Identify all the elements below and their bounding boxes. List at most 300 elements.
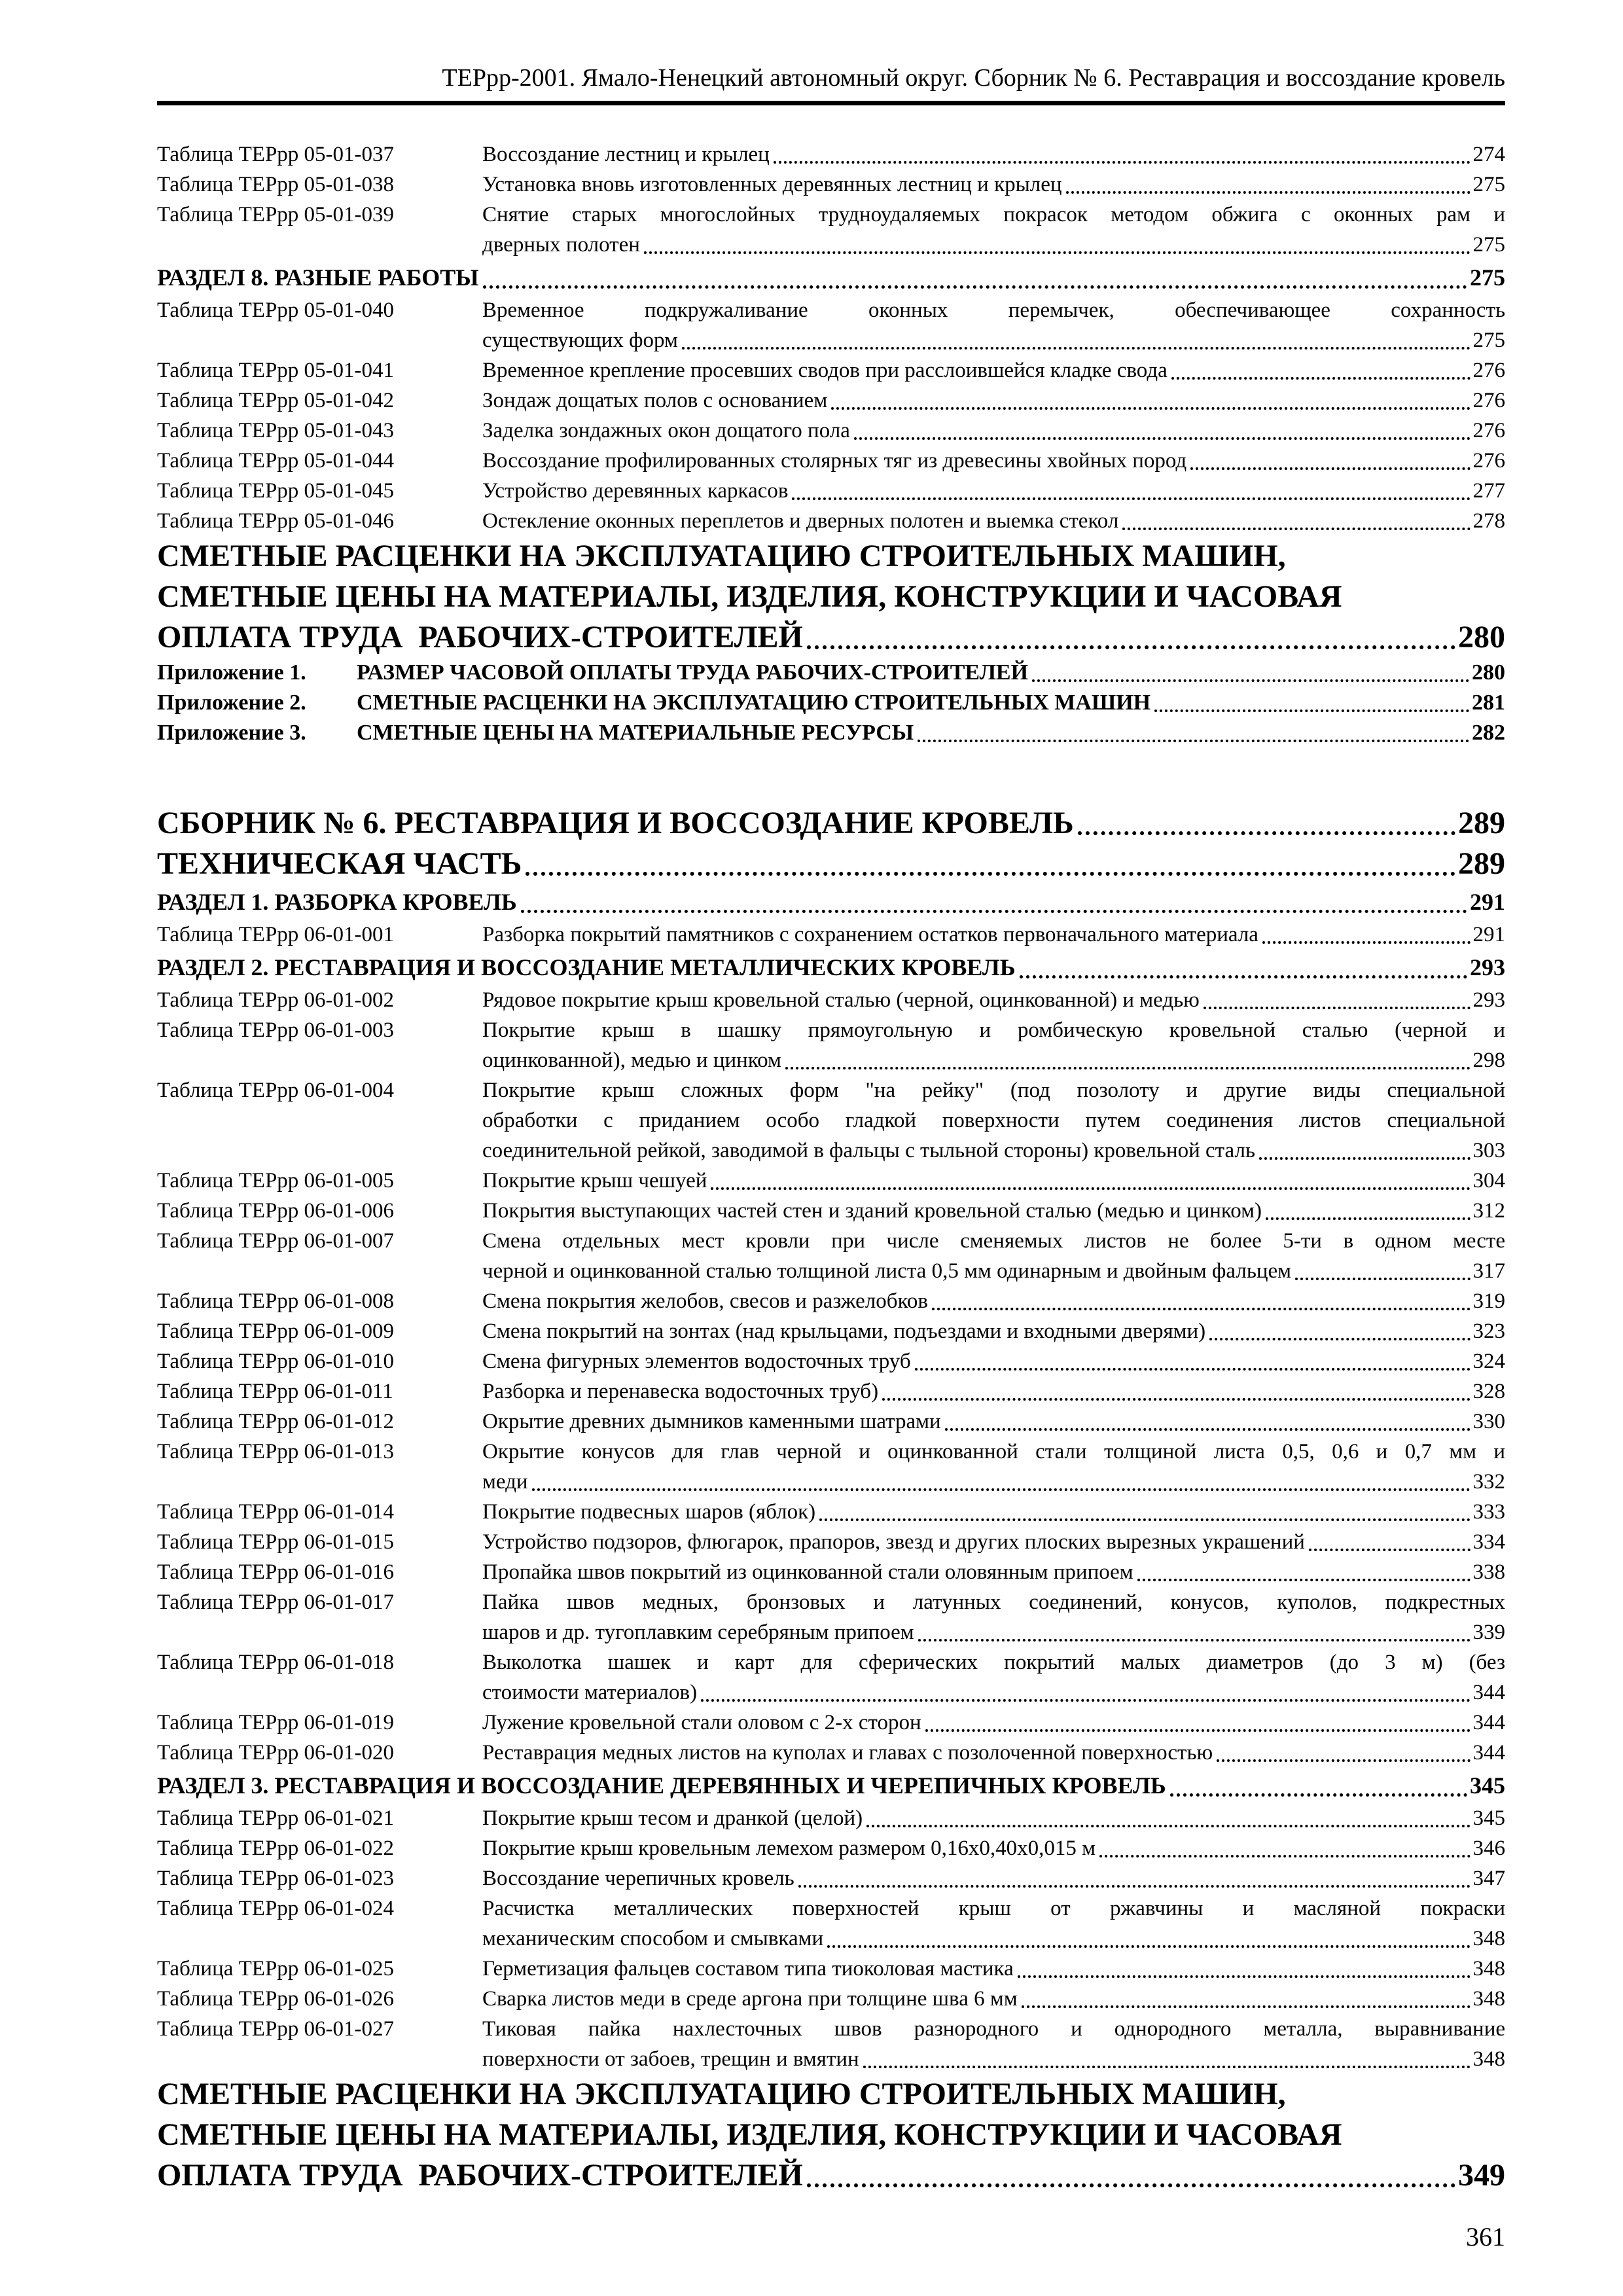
page-number-ref: 280 (1458, 620, 1505, 655)
entry-text-line: Сварка листов меди в среде аргона при толщине шва 6 мм (482, 1987, 1018, 2011)
dot-leader (678, 325, 1473, 355)
page-number-ref: 348 (1472, 2047, 1505, 2071)
entry-text-line: СМЕТНЫЕ РАСЦЕНКИ НА ЭКСПЛУАТАЦИЮ СТРОИТЕЛЬНЫХ МАШИН, (157, 2077, 1286, 2111)
entry-label: Таблица ТЕРрр 06-01-021 (157, 1806, 395, 1830)
entry-label: Таблица ТЕРрр 06-01-023 (157, 1867, 395, 1890)
page-number-ref: 274 (1472, 143, 1505, 166)
page-number-ref: 282 (1472, 721, 1505, 745)
toc-entry-row (157, 1196, 1505, 1226)
entry-last-line (482, 1833, 1505, 1863)
entry-label: Таблица ТЕРрр 06-01-017 (157, 1590, 395, 1614)
toc-entry-row (157, 295, 1505, 355)
toc-entry-row (157, 506, 1505, 536)
entry-text (482, 1647, 1505, 1708)
dot-leader (827, 386, 1472, 416)
entry-text-line: Остекление оконных переплетов и дверных полотен и выемка стекол (482, 509, 1119, 533)
dot-leader (1262, 1196, 1472, 1226)
entry-last-line (482, 416, 1505, 446)
entry-text-line: Герметизация фальцев составом типа тиоколовая мастика (482, 1957, 1014, 1981)
entry-last-line (482, 1407, 1505, 1437)
entry-last-line (482, 985, 1505, 1015)
entry-text (157, 260, 1505, 295)
toc-entry-row (157, 1863, 1505, 1893)
entry-label: Таблица ТЕРрр 06-01-018 (157, 1651, 395, 1674)
dot-leader (803, 2155, 1458, 2196)
page-number-ref: 275 (1472, 233, 1505, 257)
entry-text (482, 1893, 1505, 1954)
toc-big-row (157, 536, 1505, 658)
entry-text (157, 884, 1505, 920)
entry-last-line (482, 139, 1505, 170)
entry-label: Таблица ТЕРрр 06-01-010 (157, 1350, 395, 1373)
toc-entry-row (157, 1954, 1505, 1984)
toc-entry-row (157, 170, 1505, 200)
toc-entry-row (157, 920, 1505, 950)
entry-last-line (482, 1136, 1505, 1166)
entry-text (482, 1527, 1505, 1557)
entry-label: Таблица ТЕРрр 06-01-001 (157, 923, 395, 946)
entry-text-line: Покрытие крыш чешуей (482, 1169, 707, 1193)
dot-leader (1118, 506, 1472, 536)
entry-label: Таблица ТЕРрр 05-01-037 (157, 143, 395, 166)
toc-entry-row (157, 139, 1505, 170)
toc-entry-row (157, 1437, 1505, 1497)
dot-leader (788, 476, 1472, 506)
entry-text-line: Пайка швов медных, бронзовых и латунных соединений, конусов, куполов, подкрестных (482, 1590, 1505, 1614)
toc-entry-row (157, 1075, 1505, 1166)
page-number-ref: 348 (1472, 1957, 1505, 1981)
entry-label: Таблица ТЕРрр 06-01-019 (157, 1711, 395, 1734)
entry-last-line (482, 1346, 1505, 1376)
entry-label: Таблица ТЕРрр 06-01-012 (157, 1410, 395, 1433)
entry-last-line (157, 2155, 1505, 2196)
page-number-ref: 289 (1458, 806, 1505, 840)
entry-text-line: Устройство подзоров, флюгарок, прапоров, звезд и других плоских вырезных украшений (482, 1530, 1305, 1554)
entry-label: Таблица ТЕРрр 05-01-042 (157, 389, 395, 412)
entry-label: Таблица ТЕРрр 05-01-039 (157, 203, 395, 226)
entry-text (482, 1708, 1505, 1738)
toc-appendix-row (157, 718, 1505, 748)
page-number-ref: 348 (1472, 1927, 1505, 1950)
page-number-ref: 277 (1472, 479, 1505, 503)
entry-text-line: Временное крепление просевших сводов при расслоившейся кладке свода (482, 359, 1168, 382)
entry-text (157, 803, 1505, 844)
page-number-ref: 281 (1472, 691, 1505, 715)
entry-text-line: Расчистка металлических поверхностей крыш от ржавчины и масляной покраски (482, 1897, 1505, 1920)
entry-text-line: черной и оцинкованной сталью толщиной листа 0,5 мм одинарным и двойным фальцем (482, 1259, 1292, 1283)
page-header-title: ТЕРрр-2001. Ямало-Ненецкий автономный округ. Сборник № 6. Реставрация и воссоздание кровель (442, 64, 1505, 92)
page-number-ref: 276 (1472, 419, 1505, 442)
toc-entry-row (157, 1166, 1505, 1196)
page-number-ref: 345 (1472, 1806, 1505, 1830)
entry-last-line (482, 1196, 1505, 1226)
entry-label: Таблица ТЕРрр 06-01-026 (157, 1987, 395, 2011)
toc-entry-row (157, 1557, 1505, 1587)
dot-leader (1016, 950, 1470, 985)
entry-text-line: Покрытия выступающих частей стен и зданий кровельной сталью (медью и цинком) (482, 1199, 1262, 1223)
entry-last-line (482, 446, 1505, 476)
entry-last-line (357, 688, 1505, 718)
page-number-ref: 339 (1472, 1621, 1505, 1644)
page-number-ref: 280 (1472, 660, 1505, 685)
toc-entry-row (157, 985, 1505, 1015)
entry-last-line (482, 1497, 1505, 1527)
entry-text (482, 920, 1505, 950)
entry-last-line (482, 476, 1505, 506)
entry-label: Таблица ТЕРрр 05-01-038 (157, 173, 395, 196)
entry-text (482, 170, 1505, 200)
entry-last-line (482, 1954, 1505, 1984)
entry-text-line: шаров и др. тугоплавким серебряным припоем (482, 1621, 914, 1644)
toc-appendix-row (157, 658, 1505, 688)
entry-last-line (157, 260, 1505, 295)
entry-text-line: Покрытие подвесных шаров (яблок) (482, 1500, 816, 1524)
entry-last-line (482, 1316, 1505, 1346)
page-number-ref: 304 (1472, 1169, 1505, 1193)
entry-last-line (482, 1376, 1505, 1407)
entry-last-line (157, 1768, 1505, 1803)
entry-text (482, 1196, 1505, 1226)
page-number-ref: 293 (1470, 954, 1505, 980)
entry-text-line: РАЗДЕЛ 8. РАЗНЫЕ РАБОТЫ (157, 264, 479, 291)
dot-leader (850, 416, 1473, 446)
entry-text-line: СМЕТНЫЕ ЦЕНЫ НА МАТЕРИАЛЫ, ИЗДЕЛИЯ, КОНСТРУКЦИИ И ЧАСОВАЯ (157, 579, 1342, 614)
entry-text (482, 1803, 1505, 1833)
entry-text (482, 1316, 1505, 1346)
entry-last-line (482, 1984, 1505, 2014)
entry-text-line: Воссоздание черепичных кровель (482, 1867, 794, 1890)
page-number-ref: 276 (1472, 359, 1505, 382)
page-number-ref: 332 (1472, 1470, 1505, 1494)
dot-leader (770, 139, 1473, 170)
dot-leader (1074, 803, 1458, 844)
entry-last-line (482, 1467, 1505, 1497)
entry-text (482, 446, 1505, 476)
entry-last-line (482, 1527, 1505, 1557)
page-number-ref: 276 (1472, 389, 1505, 412)
dot-leader (1166, 1768, 1470, 1803)
dot-leader (479, 260, 1470, 295)
entry-text-line: Тиковая пайка нахлесточных швов разнородного и однородного металла, выравнивание (482, 2017, 1505, 2041)
entry-text (482, 1226, 1505, 1286)
toc-entry-row (157, 1708, 1505, 1738)
entry-text-line: ОПЛАТА ТРУДА РАБОЧИХ-СТРОИТЕЛЕЙ (157, 620, 803, 655)
dot-leader (1213, 1738, 1472, 1768)
dot-leader (781, 1045, 1473, 1075)
entry-text (482, 1863, 1505, 1893)
entry-last-line (482, 1924, 1505, 1954)
page-number-ref: 347 (1472, 1867, 1505, 1890)
entry-label: Приложение 1. (157, 660, 306, 685)
toc-entry-row (157, 1833, 1505, 1863)
entry-text (482, 476, 1505, 506)
page-number-ref: 291 (1470, 889, 1505, 915)
dot-leader (1186, 446, 1472, 476)
entry-last-line (482, 1286, 1505, 1316)
entry-text (157, 1768, 1505, 1803)
entry-label: Таблица ТЕРрр 06-01-022 (157, 1837, 395, 1860)
entry-text (482, 1346, 1505, 1376)
toc-entry-row (157, 1316, 1505, 1346)
dot-leader (517, 884, 1470, 920)
entry-text-line: РАЗДЕЛ 3. РЕСТАВРАЦИЯ И ВОССОЗДАНИЕ ДЕРЕВЯННЫХ И ЧЕРЕПИЧНЫХ КРОВЕЛЬ (157, 1772, 1166, 1799)
entry-last-line (482, 920, 1505, 950)
entry-last-line (482, 1617, 1505, 1647)
page-number-ref: 324 (1472, 1350, 1505, 1373)
entry-last-line (482, 1708, 1505, 1738)
entry-text-line: Разборка покрытий памятников с сохранением остатков первоначального материала (482, 923, 1258, 946)
entry-text (357, 658, 1505, 688)
dot-leader (859, 2044, 1473, 2074)
dot-leader (1018, 1984, 1473, 2014)
entry-text (157, 950, 1505, 985)
entry-text-line: Покрытие крыш в шашку прямоугольную и ромбическую кровельной сталью (черной и (482, 1018, 1505, 1042)
dot-leader (941, 1407, 1473, 1437)
dot-leader (522, 844, 1458, 884)
entry-label: Таблица ТЕРрр 06-01-002 (157, 988, 395, 1012)
footer-page-number: 361 (1466, 2222, 1505, 2251)
entry-last-line (482, 1863, 1505, 1893)
dot-leader (815, 1497, 1472, 1527)
entry-label: Таблица ТЕРрр 06-01-015 (157, 1530, 395, 1554)
entry-text-line: меди (482, 1470, 528, 1494)
toc-entry-row (157, 446, 1505, 476)
entry-label: Таблица ТЕРрр 06-01-011 (157, 1380, 393, 1403)
entry-last-line (157, 844, 1505, 884)
entry-text-line: существующих форм (482, 329, 678, 352)
dot-leader (528, 1467, 1473, 1497)
page-number-ref: 344 (1472, 1711, 1505, 1734)
dot-leader (1028, 658, 1472, 688)
header-rule (157, 101, 1505, 105)
toc-entry-row (157, 200, 1505, 260)
entry-text-line: соединительной рейкой, заводимой в фальцы с тыльной стороны) кровельной сталь (482, 1139, 1255, 1162)
entry-label: Приложение 3. (157, 721, 306, 745)
entry-last-line (482, 1166, 1505, 1196)
dot-leader (1150, 688, 1472, 718)
entry-label: Таблица ТЕРрр 05-01-044 (157, 449, 395, 473)
dot-leader (878, 1376, 1472, 1407)
entry-text-line: Покрытие крыш кровельным лемехом размером 0,16х0,40х0,015 м (482, 1837, 1096, 1860)
entry-text (482, 1954, 1505, 1984)
entry-text-line: Воссоздание профилированных столярных тяг из древесины хвойных пород (482, 449, 1187, 473)
entry-text (482, 1376, 1505, 1407)
entry-label: Таблица ТЕРрр 06-01-014 (157, 1500, 395, 1524)
entry-text (482, 416, 1505, 446)
entry-text (482, 1497, 1505, 1527)
entry-last-line (482, 1045, 1505, 1075)
entry-text (482, 1166, 1505, 1196)
entry-text-line: стоимости материалов) (482, 1681, 698, 1704)
dot-leader (863, 1803, 1472, 1833)
entry-text (482, 506, 1505, 536)
entry-last-line (482, 325, 1505, 355)
entry-text (482, 1437, 1505, 1497)
page-number-ref: 298 (1472, 1049, 1505, 1072)
page-number-ref: 275 (1470, 264, 1505, 291)
toc-entry-row (157, 1407, 1505, 1437)
entry-text-line: Устройство деревянных каркасов (482, 479, 789, 503)
entry-text (157, 536, 1505, 658)
toc-entry-row (157, 2014, 1505, 2074)
entry-text-line: СМЕТНЫЕ ЦЕНЫ НА МАТЕРИАЛЫ, ИЗДЕЛИЯ, КОНСТРУКЦИИ И ЧАСОВАЯ (157, 2117, 1342, 2152)
entry-text (357, 718, 1505, 748)
entry-label: Таблица ТЕРрр 06-01-008 (157, 1289, 395, 1313)
toc-entry-row (157, 1527, 1505, 1557)
entry-text-line: СМЕТНЫЕ РАСЦЕНКИ НА ЭКСПЛУАТАЦИЮ СТРОИТЕЛЬНЫХ МАШИН (357, 691, 1151, 715)
entry-label: Таблица ТЕРрр 06-01-003 (157, 1018, 395, 1042)
entry-text-line: обработки с приданием особо гладкой поверхности путем соединения листов специальной (482, 1109, 1505, 1132)
entry-text-line: Разборка и перенавеска водосточных труб) (482, 1380, 879, 1403)
dot-leader (921, 1708, 1473, 1738)
dot-leader (1305, 1527, 1473, 1557)
entry-label: Таблица ТЕРрр 05-01-041 (157, 359, 395, 382)
entry-text-line: Временное подкружаливание оконных перемычек, обеспечивающее сохранность (482, 298, 1505, 322)
toc-big-row (157, 2074, 1505, 2196)
entry-text (482, 1587, 1505, 1647)
page-number-ref: 333 (1472, 1500, 1505, 1524)
dot-leader (1255, 1136, 1473, 1166)
toc-entry-row (157, 1587, 1505, 1647)
dot-leader (1291, 1256, 1472, 1286)
toc-entry-row (157, 476, 1505, 506)
toc-entry-row (157, 1286, 1505, 1316)
entry-text-line: Рядовое покрытие крыш кровельной сталью (черной, оцинкованной) и медью (482, 988, 1200, 1012)
toc-entry-row (157, 1346, 1505, 1376)
toc-big-row (157, 844, 1505, 884)
page-number-ref: 319 (1472, 1289, 1505, 1313)
dot-leader (1258, 920, 1473, 950)
entry-text (482, 386, 1505, 416)
dot-leader (794, 1863, 1473, 1893)
entry-text (482, 1407, 1505, 1437)
entry-text (157, 2074, 1505, 2196)
page-number-ref: 344 (1472, 1741, 1505, 1765)
toc (157, 139, 1505, 2196)
toc-entry-row (157, 1984, 1505, 2014)
entry-text (482, 1015, 1505, 1075)
page-number-ref: 291 (1472, 923, 1505, 946)
entry-text-line: Выколотка шашек и карт для сферических покрытий малых диаметров (до 3 м) (без (482, 1651, 1505, 1674)
entry-text (482, 1738, 1505, 1768)
entry-last-line (482, 170, 1505, 200)
entry-last-line (357, 658, 1505, 688)
page-number-ref: 330 (1472, 1410, 1505, 1433)
page-number-ref: 303 (1472, 1139, 1505, 1162)
page-number-ref: 317 (1472, 1259, 1505, 1283)
entry-label: Таблица ТЕРрр 05-01-043 (157, 419, 395, 442)
entry-text-line: механическим способом и смывками (482, 1927, 824, 1950)
entry-text-line: Смена покрытия желобов, свесов и разжелобков (482, 1289, 929, 1313)
entry-last-line (157, 950, 1505, 985)
entry-text-line: Окрытие конусов для глав черной и оцинкованной стали толщиной листа 0,5, 0,6 и 0,7 мм и (482, 1440, 1505, 1463)
toc-entry-row (157, 355, 1505, 386)
entry-text-line: РАЗДЕЛ 1. РАЗБОРКА КРОВЕЛЬ (157, 889, 517, 915)
dot-leader (1096, 1833, 1472, 1863)
toc-section-row (157, 950, 1505, 985)
entry-last-line (482, 1677, 1505, 1708)
entry-text (482, 985, 1505, 1015)
entry-last-line (157, 803, 1505, 844)
page-number-ref: 289 (1458, 846, 1505, 881)
entry-text-line: Смена фигурных элементов водосточных труб (482, 1350, 911, 1373)
toc-entry-row (157, 1738, 1505, 1768)
entry-text (482, 1075, 1505, 1166)
entry-last-line (482, 1256, 1505, 1286)
toc-entry-row (157, 386, 1505, 416)
entry-last-line (482, 386, 1505, 416)
dot-leader (640, 230, 1473, 260)
page-number-ref: 338 (1472, 1560, 1505, 1584)
entry-last-line (482, 2044, 1505, 2074)
entry-label: Таблица ТЕРрр 06-01-009 (157, 1319, 395, 1343)
page-number-ref: 275 (1472, 173, 1505, 196)
entry-text-line: поверхности от забоев, трещин и вмятин (482, 2047, 859, 2071)
entry-text (482, 1286, 1505, 1316)
entry-text (482, 2014, 1505, 2074)
entry-text-line: Зондаж дощатых полов с основанием (482, 389, 828, 412)
dot-leader (911, 1346, 1473, 1376)
entry-text-line: Окрытие древних дымников каменными шатрами (482, 1410, 941, 1433)
page-number-ref: 348 (1472, 1987, 1505, 2011)
page-number-ref: 334 (1472, 1530, 1505, 1554)
entry-text-line: СМЕТНЫЕ ЦЕНЫ НА МАТЕРИАЛЬНЫЕ РЕСУРСЫ (357, 721, 914, 745)
page-number-ref: 328 (1472, 1380, 1505, 1403)
toc-entry-row (157, 1497, 1505, 1527)
dot-leader (1014, 1954, 1473, 1984)
entry-text-line: Установка вновь изготовленных деревянных лестниц и крылец (482, 173, 1062, 196)
entry-label: Таблица ТЕРрр 06-01-005 (157, 1169, 395, 1193)
toc-entry-row (157, 1015, 1505, 1075)
toc-entry-row (157, 1376, 1505, 1407)
entry-text-line: Пропайка швов покрытий из оцинкованной стали оловянным припоем (482, 1560, 1133, 1584)
toc-section-row (157, 1768, 1505, 1803)
entry-label: Таблица ТЕРрр 06-01-007 (157, 1229, 395, 1253)
entry-text-line: Реставрация медных листов на куполах и главах с позолоченной поверхностью (482, 1741, 1213, 1765)
entry-label: Таблица ТЕРрр 05-01-046 (157, 509, 395, 533)
dot-leader (1062, 170, 1473, 200)
entry-text-line: Лужение кровельной стали оловом с 2-х сторон (482, 1711, 921, 1734)
entry-label: Таблица ТЕРрр 06-01-013 (157, 1440, 395, 1463)
toc-entry-row (157, 1803, 1505, 1833)
entry-text (357, 688, 1505, 718)
dot-leader (914, 1617, 1473, 1647)
entry-text-line: Заделка зондажных окон дощатого пола (482, 419, 850, 442)
entry-text-line: ТЕХНИЧЕСКАЯ ЧАСТЬ (157, 846, 522, 881)
toc-entry-row (157, 1893, 1505, 1954)
entry-label: Таблица ТЕРрр 06-01-004 (157, 1079, 395, 1102)
page-number-ref: 344 (1472, 1681, 1505, 1704)
entry-last-line (482, 1557, 1505, 1587)
dot-leader (928, 1286, 1472, 1316)
page-number-ref: 275 (1472, 329, 1505, 352)
entry-label: Таблица ТЕРрр 06-01-025 (157, 1957, 395, 1981)
entry-last-line (357, 718, 1505, 748)
toc-entry-row (157, 1226, 1505, 1286)
entry-label: Таблица ТЕРрр 05-01-045 (157, 479, 395, 503)
page-number-ref: 276 (1472, 449, 1505, 473)
entry-last-line (482, 355, 1505, 386)
entry-text (482, 355, 1505, 386)
entry-text-line: РАЗМЕР ЧАСОВОЙ ОПЛАТЫ ТРУДА РАБОЧИХ-СТРОИТЕЛЕЙ (357, 660, 1029, 685)
page-number-ref: 345 (1470, 1772, 1505, 1799)
entry-text-line: Снятие старых многослойных трудноудаляемых покрасок методом обжига с оконных рам и (482, 203, 1505, 226)
entry-label: Таблица ТЕРрр 06-01-006 (157, 1199, 395, 1223)
page-number-ref: 349 (1458, 2158, 1505, 2193)
entry-text-line: Смена отдельных мест кровли при числе сменяемых листов не более 5-ти в одном месте (482, 1229, 1505, 1253)
dot-leader (823, 1924, 1472, 1954)
entry-text-line: дверных полотен (482, 233, 640, 257)
